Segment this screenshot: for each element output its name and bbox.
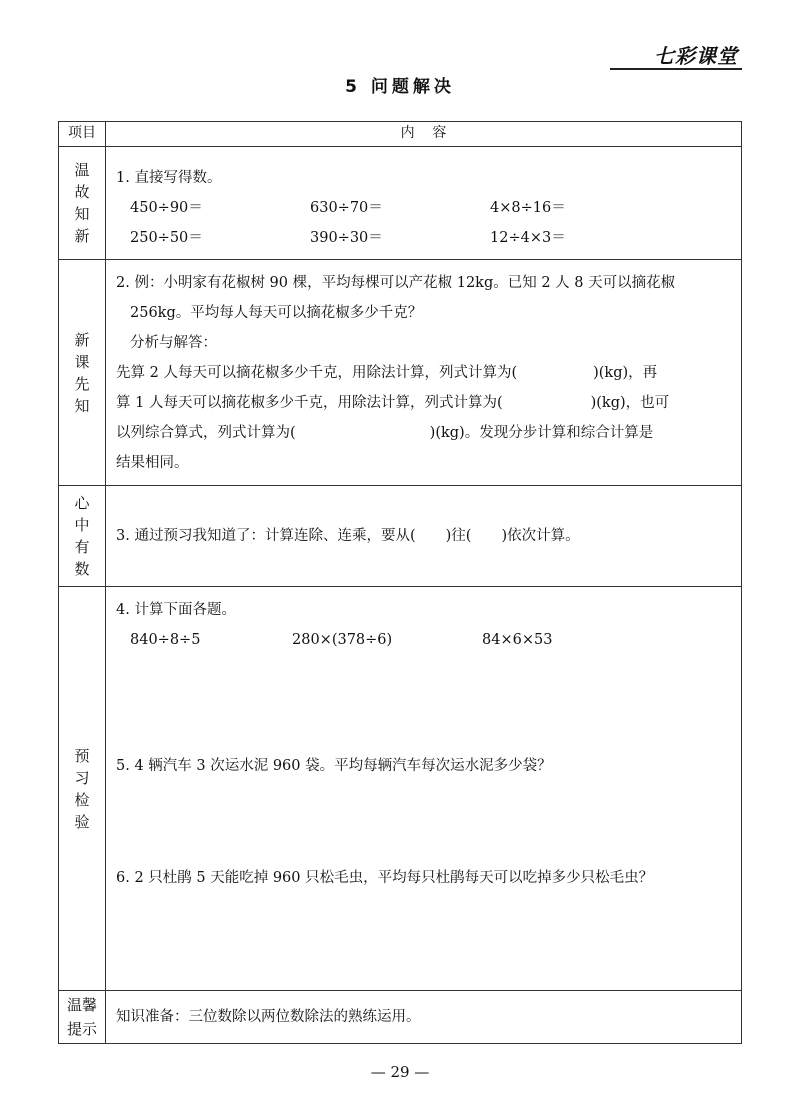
analysis-line-b: 算 1 人每天可以摘花椒多少千克，用除法计算，列式计算为( )(kg)，也可 (116, 395, 670, 411)
lesson-table (58, 121, 742, 1044)
tips-label-1: 温馨 (66, 996, 97, 1014)
q1-expr: 450÷90＝ (130, 200, 203, 216)
header-item: 项目 (59, 122, 106, 147)
q1-expr: 630÷70＝ (310, 200, 383, 216)
review-label: 温故知新 (74, 161, 90, 245)
section-mind (59, 486, 742, 587)
q3-line: 3. 通过预习我知道了：计算连除、连乘，要从( )往( )依次计算。 (116, 528, 580, 544)
preview-label: 新课先知 (74, 330, 90, 415)
q1-expr: 4×8÷16＝ (490, 200, 566, 216)
analysis-line-c: 以列综合算式，列式计算为( )(kg)。发现分步计算和综合计算是 (116, 425, 654, 441)
analysis-label: 分析与解答： (130, 335, 217, 351)
q1-row-2 (116, 223, 731, 253)
mind-label: 心中有数 (74, 494, 90, 578)
section-review (59, 147, 742, 260)
brand-underline (610, 68, 742, 70)
section-check (59, 587, 742, 991)
q1-row-1 (116, 193, 731, 223)
page-title: 5 问题解决 (345, 77, 455, 97)
q1-expr: 250÷50＝ (130, 230, 203, 246)
q4-expr: 84×6×53 (482, 632, 553, 648)
section-preview (59, 260, 742, 486)
q2-line-1: 2. 例：小明家有花椒树 90 棵，平均每棵可以产花椒 12kg。已知 2 人 8 天可以摘花椒 (116, 275, 676, 291)
q1-expr: 12÷4×3＝ (490, 230, 566, 246)
page-number: — 29 — (370, 1063, 430, 1081)
q2-line-2: 256kg。平均每人每天可以摘花椒多少千克？ (130, 305, 423, 321)
q4-expr: 280×(378÷6) (292, 632, 393, 648)
check-label: 预习检验 (74, 746, 90, 831)
tips-label-2: 提示 (66, 1020, 97, 1038)
brand-logo: 七彩课堂 (654, 44, 738, 68)
q5-text: 5. 4 辆汽车 3 次运水泥 960 袋。平均每辆汽车每次运水泥多少袋？ (116, 758, 552, 774)
q4-expr: 840÷8÷5 (130, 632, 201, 648)
q4-exprs (116, 625, 731, 655)
q1-title: 1. 直接写得数。 (116, 170, 222, 186)
q1-expr: 390÷30＝ (310, 230, 383, 246)
tips-text: 知识准备：三位数除以两位数除法的熟练运用。 (116, 1009, 421, 1025)
section-tips (59, 991, 742, 1044)
header-content: 内 容 (106, 122, 742, 147)
q6-text: 6. 2 只杜鹃 5 天能吃掉 960 只松毛虫，平均每只杜鹃每天可以吃掉多少只松毛虫？ (116, 870, 654, 886)
q4-title: 4. 计算下面各题。 (116, 602, 236, 618)
table-header-row (59, 122, 742, 147)
analysis-line-d: 结果相同。 (116, 455, 189, 471)
analysis-line-a: 先算 2 人每天可以摘花椒多少千克，用除法计算，列式计算为( )(kg)，再 (116, 365, 658, 381)
